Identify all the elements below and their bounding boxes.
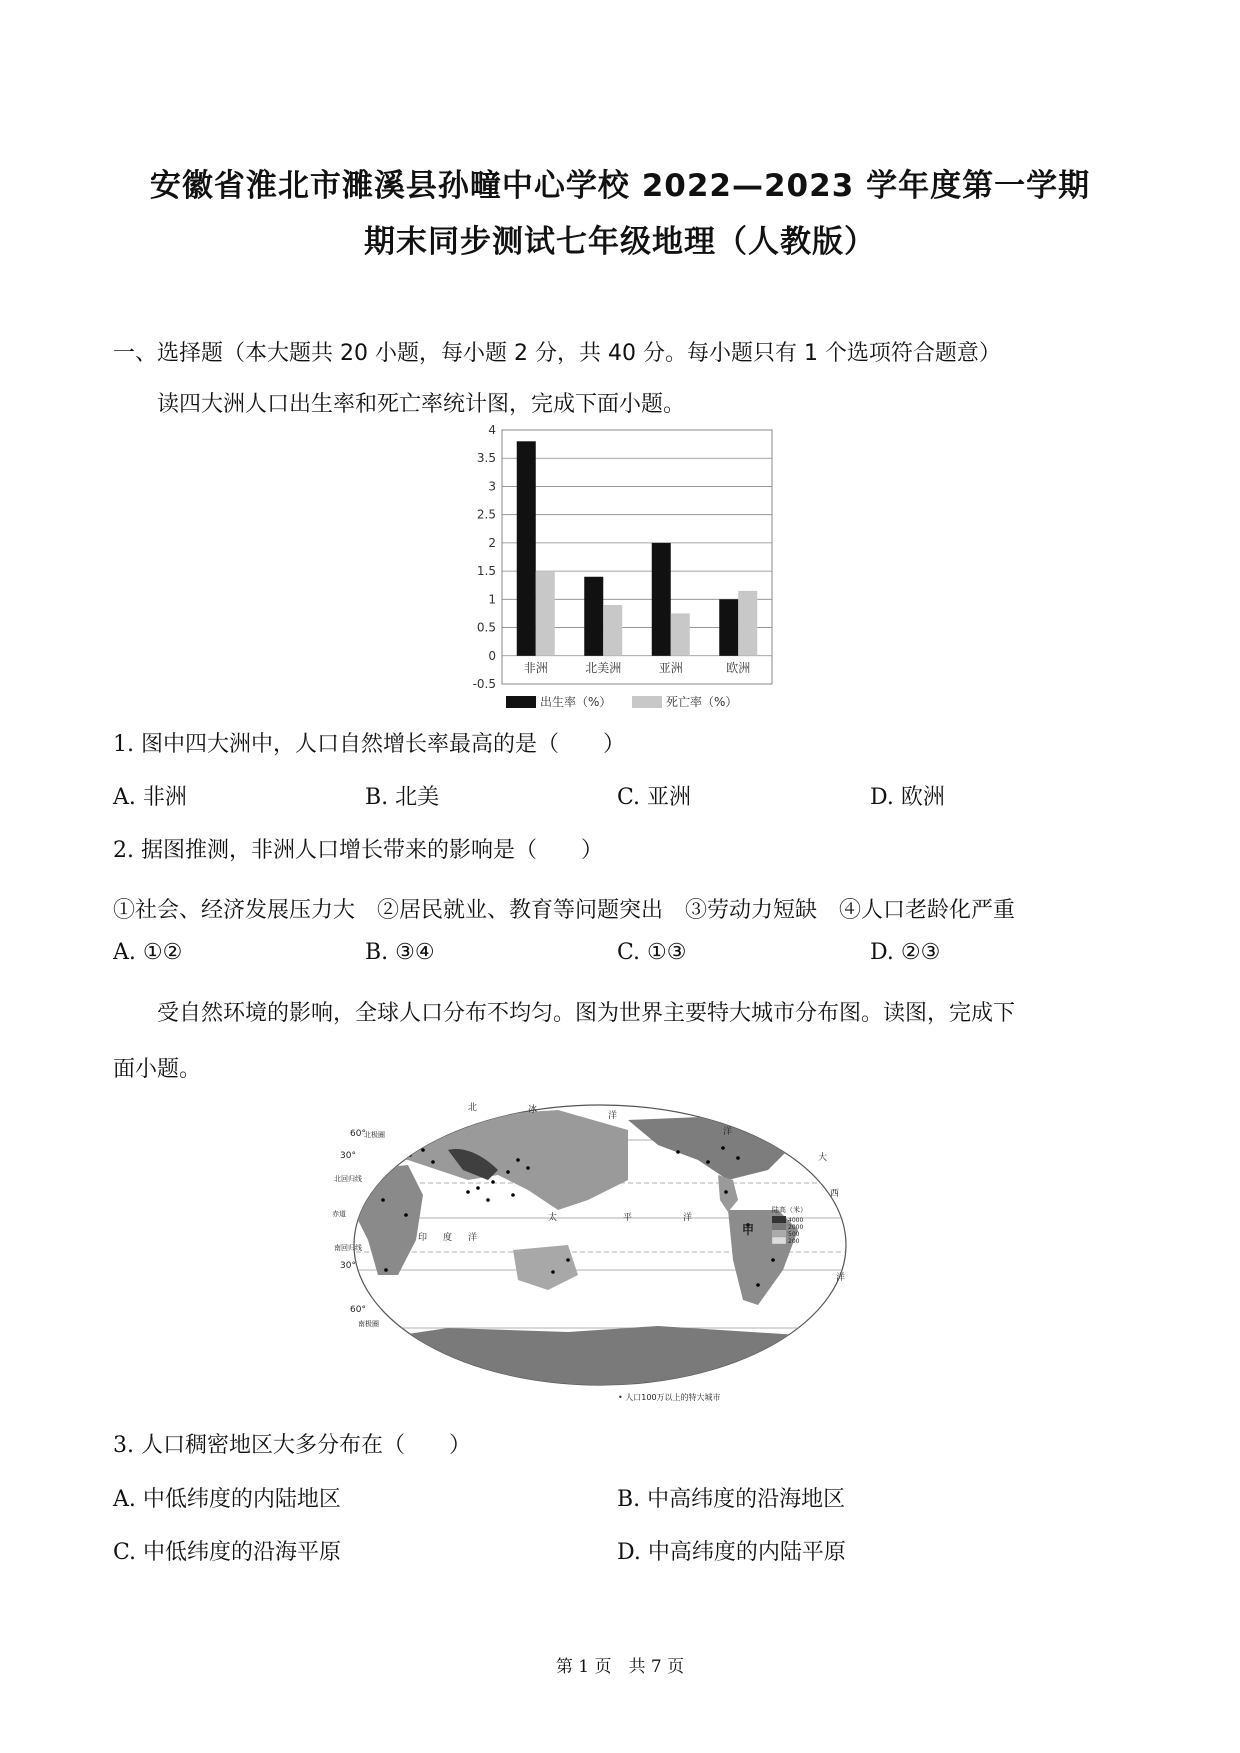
city-dot — [721, 1146, 725, 1150]
map-label-lat-30s: 30° — [340, 1261, 356, 1271]
bar-death-1 — [603, 605, 622, 656]
city-dot — [421, 1148, 425, 1152]
city-dot — [476, 1186, 480, 1190]
map-label-indian-ocean-1: 印 — [418, 1233, 428, 1243]
city-dot — [491, 1180, 495, 1184]
chart-category-label: 欧洲 — [726, 660, 751, 675]
bar-birth-3 — [719, 599, 738, 655]
city-dot — [676, 1150, 680, 1154]
chart-category-label: 非洲 — [523, 660, 548, 675]
section-heading: 一、选择题（本大题共 20 小题，每小题 2 分，共 40 分。每小题只有 1 个选项符合题意） — [113, 341, 1001, 366]
q3-option-a[interactable]: A. 中低纬度的内陆地区 — [113, 1487, 341, 1512]
chart-y-tick-label: 0.5 — [476, 620, 496, 635]
chart-y-tick-label: 1 — [488, 592, 496, 607]
bar-birth-0 — [517, 441, 536, 655]
map-label-atlantic-ocean-2: 西 — [830, 1189, 840, 1199]
legend-label-death: 死亡率（%） — [666, 695, 738, 709]
legend-label-200: 200 — [788, 1238, 800, 1245]
q3-option-b[interactable]: B. 中高纬度的沿海地区 — [617, 1487, 846, 1512]
city-dot — [566, 1258, 570, 1262]
q2-statements: ①社会、经济发展压力大 ②居民就业、教育等问题突出 ③劳动力短缺 ④人口老龄化严重 — [113, 898, 1016, 923]
legend-swatch-birth — [506, 696, 536, 708]
doc-title-line1: 安徽省淮北市濉溪县孙疃中心学校 2022—2023 学年度第一学期 — [149, 168, 1091, 204]
city-dot — [706, 1160, 710, 1164]
map-label-lat-30n: 30° — [340, 1151, 356, 1161]
chart-y-tick-label: -0.5 — [472, 677, 496, 691]
chart-y-tick-label: 4 — [488, 423, 496, 437]
q1-option-d[interactable]: D. 欧洲 — [870, 785, 945, 810]
legend-title: 陆高（米） — [772, 1206, 807, 1214]
legend-swatch-200 — [772, 1237, 786, 1244]
city-dot — [404, 1213, 408, 1217]
city-dot — [771, 1258, 775, 1262]
map-label-indian-ocean-2: 度 — [443, 1233, 453, 1243]
map-label-tropic-cancer: 北回归线 — [334, 1175, 362, 1183]
bar-birth-1 — [584, 577, 603, 656]
city-dot — [724, 1190, 728, 1194]
bar-death-0 — [536, 571, 555, 656]
map-label-mid-ocean: 洋 — [723, 1127, 733, 1137]
chart-legend — [506, 694, 737, 709]
q1-option-a[interactable]: A. 非洲 — [113, 785, 187, 810]
city-dot — [756, 1283, 760, 1287]
map-label-antarctic-circle: 南极圈 — [358, 1320, 379, 1328]
map-label-north-ocean-1: 北 — [468, 1103, 478, 1113]
q3-option-d[interactable]: D. 中高纬度的内陆平原 — [617, 1540, 846, 1565]
city-dot — [431, 1160, 435, 1164]
q2-option-a[interactable]: A. ①② — [113, 940, 183, 965]
chart-y-tick-label: 1.5 — [476, 564, 496, 579]
chart-y-tick-label: 3 — [488, 479, 496, 494]
q1-option-b[interactable]: B. 北美 — [365, 785, 440, 810]
legend-label-500: 500 — [788, 1231, 800, 1238]
map-label-equator: 赤道 — [332, 1210, 346, 1218]
map-label-lat-60n: 60° — [350, 1129, 366, 1139]
map-label-arctic-circle: 北极圈 — [364, 1131, 385, 1139]
intro-map-line2: 面小题。 — [113, 1057, 202, 1082]
q3-option-c[interactable]: C. 中低纬度的沿海平原 — [113, 1540, 342, 1565]
q1-option-c[interactable]: C. 亚洲 — [617, 785, 692, 810]
chart-category-label: 北美洲 — [585, 660, 622, 675]
map-label-pacific-ocean-2: 平 — [623, 1213, 633, 1223]
legend-label-2000: 2000 — [788, 1224, 804, 1231]
city-dot — [736, 1156, 740, 1160]
city-dot — [486, 1198, 490, 1202]
city-dot — [506, 1170, 510, 1174]
legend-label-4000: 4000 — [788, 1217, 804, 1224]
city-dot — [551, 1270, 555, 1274]
legend-swatch-2000 — [772, 1223, 786, 1230]
doc-title-line2: 期末同步测试七年级地理（人教版） — [364, 224, 876, 260]
intro-chart: 读四大洲人口出生率和死亡率统计图，完成下面小题。 — [157, 392, 686, 417]
page-footer: 第 1 页 共 7 页 — [555, 1657, 685, 1677]
city-dot — [381, 1198, 385, 1202]
city-dot — [511, 1193, 515, 1197]
chart-category-label: 亚洲 — [658, 660, 683, 675]
city-dot — [466, 1190, 470, 1194]
legend-swatch-4000 — [772, 1216, 786, 1223]
birth-death-rate-chart — [440, 418, 800, 716]
city-dot — [526, 1166, 530, 1170]
chart-y-ticks — [473, 423, 496, 691]
chart-y-tick-label: 0 — [488, 648, 496, 663]
chart-y-tick-label: 3.5 — [476, 451, 496, 466]
bar-birth-2 — [652, 543, 671, 656]
q2-option-d[interactable]: D. ②③ — [870, 940, 941, 965]
chart-y-tick-label: 2 — [488, 535, 496, 550]
map-label-indian-ocean-3: 洋 — [468, 1233, 478, 1243]
city-dot — [516, 1158, 520, 1162]
map-label-pacific-ocean-1: 太 — [548, 1213, 558, 1223]
map-label-pacific-ocean-3: 洋 — [683, 1213, 693, 1223]
question-3: 3. 人口稠密地区大多分布在（ ） — [113, 1433, 471, 1458]
intro-map-line1: 受自然环境的影响，全球人口分布不均匀。图为世界主要特大城市分布图。读图，完成下 — [157, 1001, 1016, 1026]
map-label-atlantic-ocean-3: 洋 — [836, 1273, 846, 1283]
chart-categories — [524, 660, 751, 675]
map-label-north-ocean-3: 洋 — [608, 1111, 618, 1121]
city-dot — [384, 1268, 388, 1272]
q2-option-c[interactable]: C. ①③ — [617, 940, 687, 965]
q2-option-b[interactable]: B. ③④ — [365, 940, 435, 965]
legend-label-birth: 出生率（%） — [540, 695, 612, 709]
legend-city-note: • 人口100万以上的特大城市 — [618, 1393, 721, 1402]
world-megacity-map — [328, 1100, 928, 1405]
chart-y-tick-label: 2.5 — [476, 507, 496, 522]
city-dot — [386, 1140, 390, 1144]
map-label-atlantic-ocean-1: 大 — [818, 1153, 828, 1163]
map-label-tropic-capricorn: 南回归线 — [334, 1244, 362, 1252]
city-dot — [401, 1138, 405, 1142]
city-dot — [394, 1146, 398, 1150]
bar-death-3 — [738, 591, 757, 656]
bar-death-2 — [671, 613, 690, 655]
map-label-lat-60s: 60° — [350, 1305, 366, 1315]
legend-swatch-500 — [772, 1230, 786, 1237]
question-2: 2. 据图推测，非洲人口增长带来的影响是（ ） — [113, 838, 603, 863]
antarctica-landmass — [348, 1326, 848, 1405]
map-label-jia: 甲 — [742, 1223, 755, 1237]
legend-swatch-death — [632, 696, 662, 708]
map-label-north-ocean-2: 冰 — [528, 1105, 538, 1115]
chart-bars — [517, 441, 758, 655]
question-1: 1. 图中四大洲中，人口自然增长率最高的是（ ） — [113, 732, 625, 757]
